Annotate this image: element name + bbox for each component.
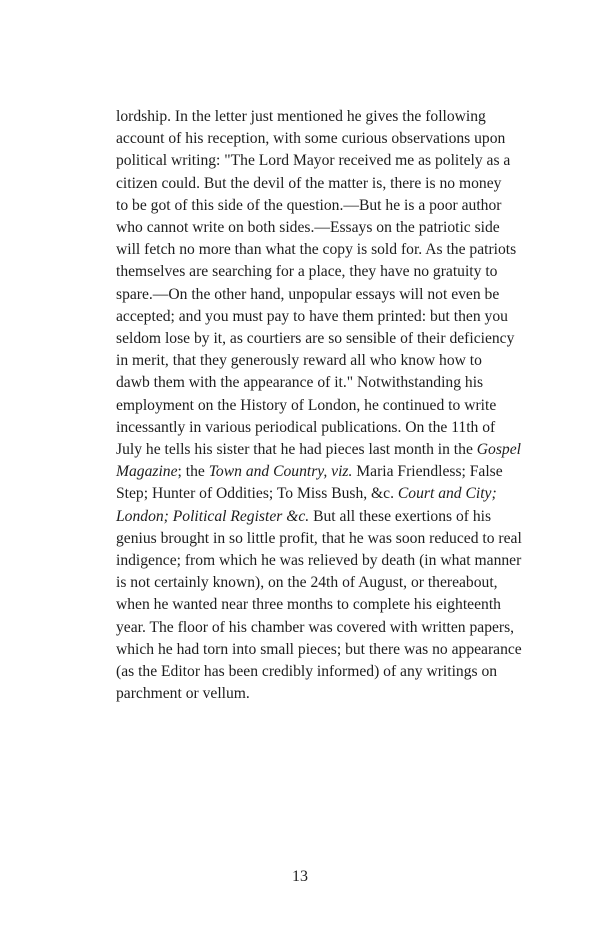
text-line bbox=[116, 617, 515, 639]
text-run: themselves are searching for a place, they have no gratuity to bbox=[116, 263, 498, 281]
text-run: employment on the History of London, he continued to write bbox=[116, 396, 497, 414]
text-run: ; the bbox=[177, 463, 209, 481]
text-run: year. The floor of his chamber was covered with written papers, bbox=[116, 618, 515, 636]
text-run: account of his reception, with some curious observations upon bbox=[116, 130, 506, 148]
text-line bbox=[116, 661, 496, 683]
text-line bbox=[116, 239, 517, 261]
text-line bbox=[116, 217, 500, 239]
text-line bbox=[116, 195, 502, 217]
text-line bbox=[116, 150, 511, 172]
text-line bbox=[116, 395, 496, 417]
text-run: July he tells his sister that he had pieces last month in the bbox=[116, 441, 477, 459]
text-run: genius brought in so little profit, that he was soon reduced to real bbox=[116, 529, 522, 547]
text-run: lordship. In the letter just mentioned he gives the following bbox=[116, 108, 486, 125]
text-line bbox=[116, 594, 501, 616]
text-line bbox=[116, 372, 496, 394]
text-run: when he wanted near three months to complete his eighteenth bbox=[116, 596, 501, 614]
body-paragraph bbox=[116, 106, 522, 705]
text-line bbox=[116, 483, 496, 505]
text-line bbox=[116, 173, 502, 195]
text-line bbox=[116, 284, 500, 306]
text-line bbox=[116, 417, 496, 439]
text-run: Step; Hunter of Oddities; To Miss Bush, &c. bbox=[116, 485, 398, 503]
text-run: parchment or vellum. bbox=[116, 685, 250, 703]
text-run: accepted; and you must pay to have them printed: but then you bbox=[116, 307, 508, 325]
text-run: (as the Editor has been credibly informed) of any writings on bbox=[116, 663, 498, 681]
text-line bbox=[116, 461, 503, 483]
text-run: spare.—On the other hand, unpopular essays will not even be bbox=[116, 285, 500, 303]
text-run: will fetch no more than what the copy is sold for. As the patriots bbox=[116, 241, 517, 259]
text-line bbox=[116, 350, 496, 372]
page-number: 13 bbox=[292, 868, 308, 885]
text-run: which he had torn into small pieces; but there was no appearance bbox=[116, 640, 522, 658]
italic-title-text: Gospel bbox=[476, 441, 521, 459]
text-run: citizen could. But the devil of the matter is, there is no money bbox=[116, 174, 502, 192]
text-line bbox=[116, 528, 522, 550]
text-run: is not certainly known), on the 24th of August, or thereabout, bbox=[116, 574, 498, 592]
text-run: Maria Friendless; False bbox=[352, 463, 503, 481]
text-line bbox=[116, 439, 521, 461]
text-line bbox=[116, 550, 522, 572]
italic-title-text: Court and City; bbox=[397, 485, 497, 503]
text-run: who cannot write on both sides.—Essays on the patriotic side bbox=[116, 219, 500, 237]
text-line bbox=[116, 639, 522, 661]
text-line bbox=[116, 328, 515, 350]
italic-title-text: Town and Country, viz. bbox=[208, 463, 353, 481]
text-run: indigence; from which he was relieved by death (in what manner bbox=[116, 552, 522, 570]
text-run: in merit, that they generously reward all who know how to bbox=[116, 352, 482, 370]
italic-title-text: London; Political Register &c. bbox=[116, 507, 310, 525]
text-run: political writing: "The Lord Mayor received me as politely as a bbox=[116, 152, 511, 170]
text-line bbox=[116, 106, 496, 128]
text-run: to be got of this side of the question.—But he is a poor author bbox=[116, 196, 502, 214]
text-line bbox=[116, 683, 496, 705]
text-run: seldom lose by it, as courtiers are so sensible of their deficiency bbox=[116, 330, 515, 348]
text-run: But all these exertions of his bbox=[309, 507, 492, 525]
italic-title-text: Magazine bbox=[116, 463, 178, 481]
text-line bbox=[116, 306, 508, 328]
text-line bbox=[116, 128, 506, 150]
text-line bbox=[116, 572, 496, 594]
text-line bbox=[116, 261, 496, 283]
text-run: incessantly in various periodical publications. On the 11th of bbox=[116, 418, 496, 436]
text-line bbox=[116, 506, 496, 528]
text-run: dawb them with the appearance of it." Notwithstanding his bbox=[116, 374, 484, 392]
